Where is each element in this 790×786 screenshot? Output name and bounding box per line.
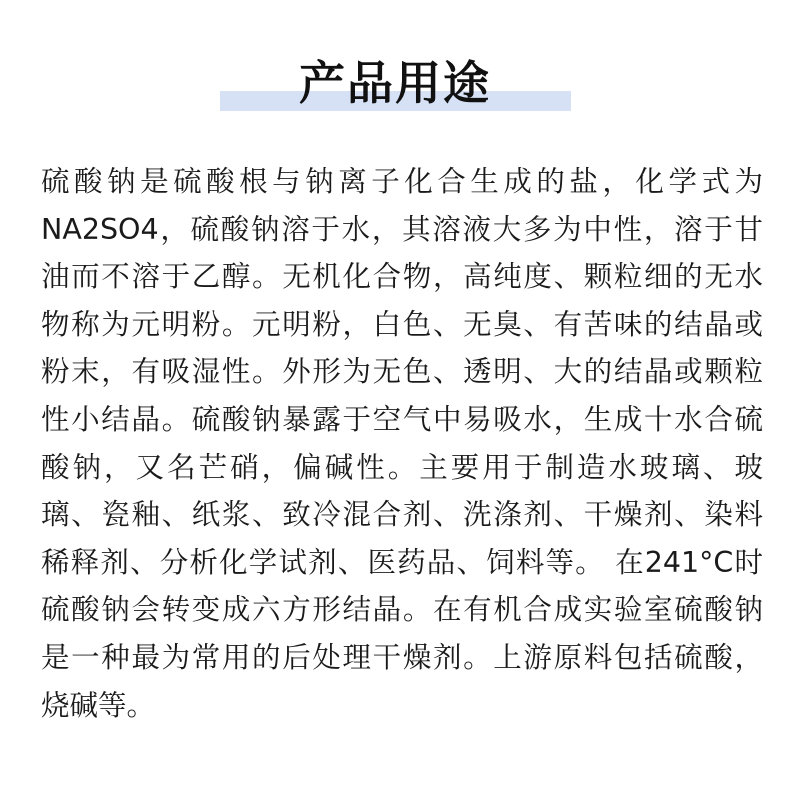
paragraph-line: 璃、瓷釉、纸浆、致冷混合剂、洗涤剂、干燥剂、染料 [41,498,763,532]
paragraph-line: 硫酸钠是硫酸根与钠离子化合生成的盐，化学式为 [41,165,763,198]
paragraph-line: 烧碱等。 [41,688,156,722]
paragraph-line: 物称为元明粉。元明粉，白色、无臭、有苦味的结晶或 [41,307,763,341]
paragraph-line: 粉末，有吸湿性。外形为无色、透明、大的结晶或颗粒 [41,355,763,389]
body-paragraph [41,158,763,729]
heading-title: 产品用途 [299,56,491,110]
paragraph-line: 稀释剂、分析化学试剂、医药品、饲料等。 在241°C时 [41,545,763,579]
section-heading [0,52,790,114]
paragraph-line: 酸钠，又名芒硝，偏碱性。主要用于制造水玻璃、玻 [41,450,763,484]
paragraph-line: 是一种最为常用的后处理干燥剂。上游原料包括硫酸， [41,640,763,674]
paragraph-line: 硫酸钠会转变成六方形结晶。在有机合成实验室硫酸钠 [41,593,763,627]
paragraph-line: 性小结晶。硫酸钠暴露于空气中易吸水，生成十水合硫 [41,402,763,436]
paragraph-line: NA2SO4，硫酸钠溶于水，其溶液大多为中性，溶于甘 [41,212,763,246]
paragraph-line: 油而不溶于乙醇。无机化合物，高纯度、颗粒细的无水 [41,260,763,294]
